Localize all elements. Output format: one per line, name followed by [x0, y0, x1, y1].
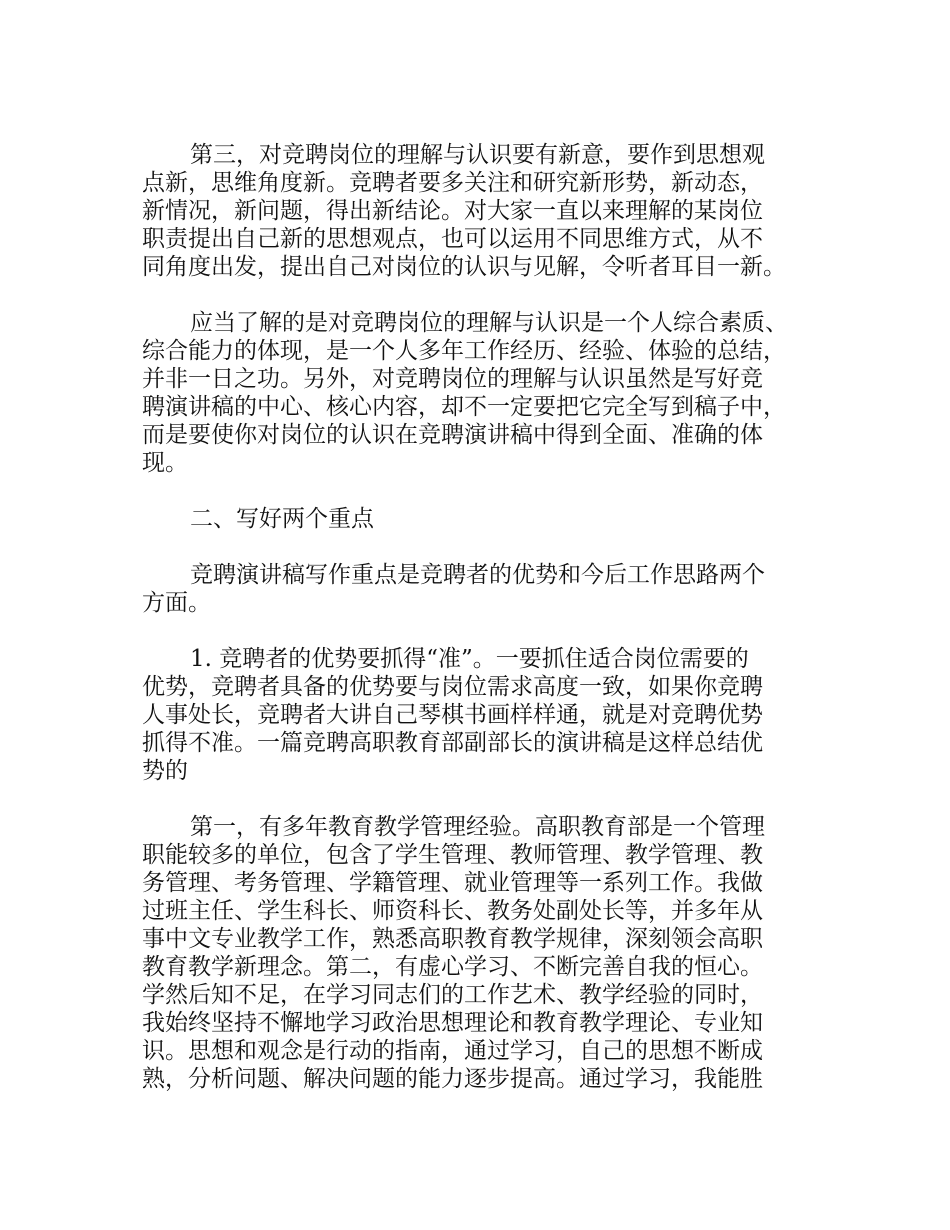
text-line: 熟，分析问题、解决问题的能力逐步提高。通过学习，我能胜: [142, 1066, 763, 1092]
paragraph-comprehensive-quality: [142, 309, 832, 477]
text-line: 同角度出发，提出自己对岗位的认识与见解，令听者耳目一新。: [142, 254, 786, 280]
text-line: 教育教学新理念。第二，有虚心学习、不断完善自我的恒心。: [142, 954, 763, 980]
text-line: 第三，对竞聘岗位的理解与认识要有新意，要作到思想观: [190, 142, 765, 168]
text-line: 应当了解的是对竞聘岗位的理解与认识是一个人综合素质、: [190, 310, 788, 336]
paragraph-understanding-new-ideas: [142, 141, 832, 281]
text-line: 职能较多的单位，包含了学生管理、教师管理、教学管理、教: [142, 842, 763, 868]
text-line: 聘演讲稿的中心、核心内容，却不一定要把它完全写到稿子中，: [142, 394, 786, 420]
text-line: 优势，竞聘者具备的优势要与岗位需求高度一致，如果你竞聘: [142, 674, 763, 700]
text-line: 新情况，新问题，得出新结论。对大家一直以来理解的某岗位: [142, 198, 763, 224]
text-line: 识。思想和观念是行动的指南，通过学习，自己的思想不断成: [142, 1038, 763, 1064]
text-line: 学然后知不足，在学习同志们的工作艺术、教学经验的同时，: [142, 982, 763, 1008]
text-line: 并非一日之功。另外，对竞聘岗位的理解与认识虽然是写好竞: [142, 366, 763, 392]
heading-text: 二、写好两个重点: [190, 506, 374, 532]
text-line: 而是要使你对岗位的认识在竞聘演讲稿中得到全面、准确的体: [142, 422, 763, 448]
text-line: 势的: [142, 758, 188, 784]
text-line: 第一，有多年教育教学管理经验。高职教育部是一个管理: [190, 814, 765, 840]
document-body: [142, 141, 832, 1093]
paragraph-advantages: [142, 645, 832, 785]
text-line: 竞聘演讲稿写作重点是竞聘者的优势和今后工作思路两个: [190, 562, 765, 588]
text-line: 综合能力的体现，是一个人多年工作经历、经验、体验的总结，: [142, 338, 786, 364]
text-line: 现。: [142, 450, 188, 476]
paragraph-two-key-points: [142, 561, 832, 617]
section-heading: [142, 505, 832, 533]
text-line: 过班主任、学生科长、师资科长、教务处副处长等，并多年从: [142, 898, 763, 924]
text-line: 我始终坚持不懈地学习政治思想理论和教育教学理论、专业知: [142, 1010, 763, 1036]
text-line: 方面。: [142, 590, 211, 616]
text-line: 抓得不准。一篇竞聘高职教育部副部长的演讲稿是这样总结优: [142, 730, 763, 756]
text-line: 人事处长，竞聘者大讲自己琴棋书画样样通，就是对竞聘优势: [142, 702, 763, 728]
paragraph-example-speech: [142, 813, 832, 1093]
text-line: 点新，思维角度新。竞聘者要多关注和研究新形势，新动态，: [142, 170, 763, 196]
text-line: 事中文专业教学工作，熟悉高职教育教学规律，深刻领会高职: [142, 926, 763, 952]
text-line: 职责提出自己新的思想观点，也可以运用不同思维方式，从不: [142, 226, 763, 252]
text-line: 1. 竞聘者的优势要抓得“准”。一要抓住适合岗位需要的: [190, 646, 749, 672]
text-line: 务管理、考务管理、学籍管理、就业管理等一系列工作。我做: [142, 870, 763, 896]
